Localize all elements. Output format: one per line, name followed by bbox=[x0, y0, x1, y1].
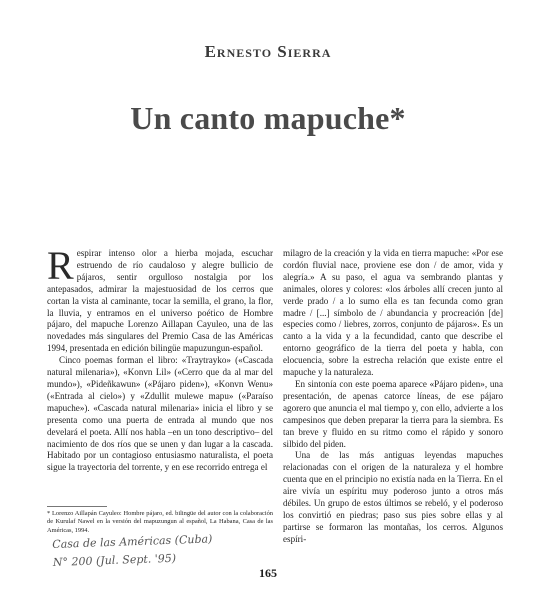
paragraph bbox=[47, 243, 273, 355]
paragraph: En sintonía con este poema aparece «Pájaro piden», una presentación, de apenas catorce líneas, de ese pájaro agorero que anuncia el mal tiempo y, con ello, advierte a los campesinos que deben preparar la tierra para la siembra. Es tan breve y fluido en su ritmo como el rápido y sonoro silbido del piden. bbox=[283, 378, 503, 449]
left-column bbox=[47, 243, 273, 474]
paragraph: milagro de la creación y la vida en tierra mapuche: «Por ese cordón fluvial nace, proviene ese don / de amor, vida y alegría.» A su paso, el agua va sembrando plantas y animales, olores y colores: «los árboles allí crecen junto al verde prado / a lo sumo ella es tan fecunda como gran madre / [...] símbolo de / abundancia y procreación [de] especies como / liebres, zorros, conjunto de pájaros». Es un canto a la vida y a la fecundidad, canto que describe el entorno geográfico de la tierra del poeta y habla, con elocuencia, sobre la estrecha relación que existe entre el mapuche y la naturaleza. bbox=[283, 248, 503, 378]
handwritten-line: N° 200 (Jul. Sept. '95) bbox=[52, 551, 177, 569]
article-title: Un canto mapuche* bbox=[130, 100, 406, 136]
paragraph-text: espirar intenso olor a hierba mojada, escuchar estruendo de río caudaloso y alegre bullicio de pájaros, sentir orgulloso nostalgia por los antepasados, admirar la majestuosidad de los cerros que cortan la vista al caminante, tocar la semilla, el grano, la flor, la lluvia, y entramos en el universo poético de Hombre pájaro, del mapuche Lorenzo Aillapan Cayuleo, una de las novedades más singulares del Premio Casa de las Américas 1994, presentada en edición bilingüe mapuzungun-español. bbox=[47, 248, 273, 354]
footnote: * Lorenzo Aillapán Cayuleo: Hombre pájaro, ed. bilingüe del autor con la colaboración de Kurulaf Nawel en la versión del mapuzungun al español, La Habana, Casa de las Américas, 1994. bbox=[47, 510, 273, 534]
handwritten-line: Casa de las Américas (Cuba) bbox=[52, 532, 213, 551]
paragraph: Una de las más antiguas leyendas mapuches relacionadas con el origen de la naturaleza y el hombre cuenta que en el principio no existía nada en la Tierra. En el aire vivía un espíritu muy poderoso junto a otros más débiles. Un grupo de estos últimos se rebeló, y el poderoso los convirtió en piedras; paso sus pies sobre ellas y al partirse se formaron las montañas, los cerros. Algunos espíri- bbox=[283, 450, 503, 544]
author-name: Ernesto Sierra bbox=[204, 42, 332, 61]
page-number: 165 bbox=[259, 566, 277, 580]
footnote-rule bbox=[47, 506, 107, 507]
right-column bbox=[283, 248, 503, 546]
paragraph: Cinco poemas forman el libro: «Traytrayko» («Cascada natural milenaria»), «Konvn Lil» («Cerro que da al mar del mundo»), «Pideñkawun» («Pájaro piden»), «Konvn Wenu» («Entrada al cielo») y «Zdullit mulewe mapu» («Paraíso mapuche»). «Cascada natural milenaria» inicia el libro y se presenta como una puerta de entrada al mundo que nos develará el poeta. Allí nos habla –en un tono descriptivo– del nacimiento de dos ríos que se unen y dan lugar a la cascada. Habitado por un contagioso entusiasmo naturalista, el poeta sigue la trayectoria del torrente, y en ese recorrido entrega el bbox=[47, 355, 273, 473]
drop-cap: R bbox=[47, 243, 74, 288]
